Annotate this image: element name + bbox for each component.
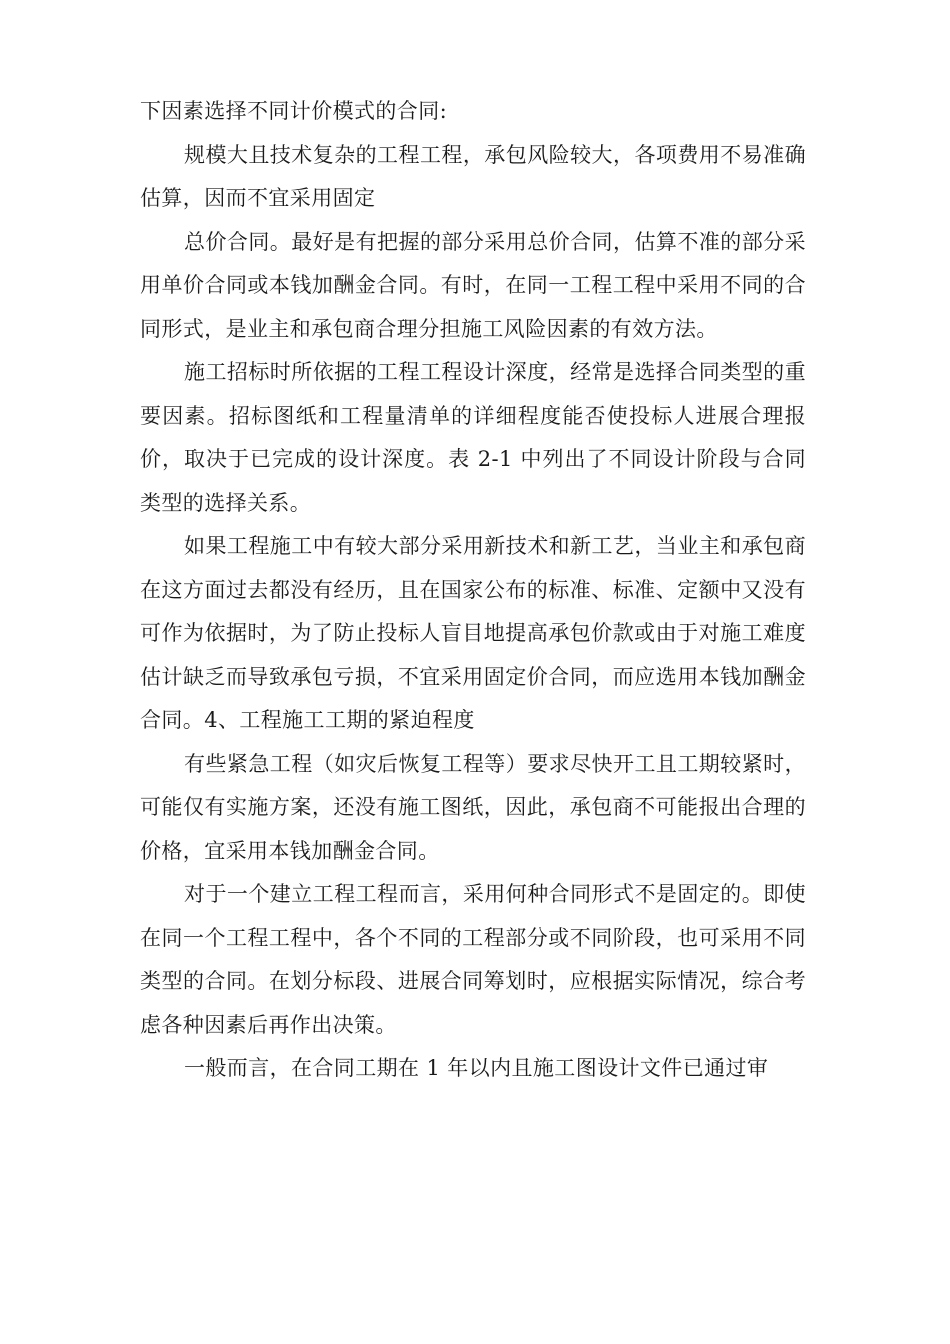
paragraph-1: 下因素选择不同计价模式的合同: <box>140 99 448 123</box>
paragraph-7: 对于一个建立工程工程而言，采用何种合同形式不是固定的。即使在同一个工程工程中，各个不同的工程部分或不同阶段，也可采用不同类型的合同。在划分标段、进展合同筹划时，应根据实际情况，综合考虑各种因素后再作出决策。 <box>140 882 806 1037</box>
paragraph-6: 有些紧急工程（如灾后恢复工程等）要求尽快开工且工期较紧时，可能仅有实施方案，还没有施工图纸，因此，承包商不可能报出合理的价格，宜采用本钱加酬金合同。 <box>140 751 806 863</box>
body-text <box>140 90 806 1091</box>
paragraph-2: 规模大且技术复杂的工程工程，承包风险较大，各项费用不易准确估算，因而不宜采用固定 <box>140 142 806 210</box>
paragraph-3: 总价合同。最好是有把握的部分采用总价合同，估算不准的部分采用单价合同或本钱加酬金合同。有时，在同一工程工程中采用不同的合同形式，是业主和承包商合理分担施工风险因素的有效方法。 <box>140 229 806 341</box>
paragraph-5: 如果工程施工中有较大部分采用新技术和新工艺，当业主和承包商在这方面过去都没有经历，且在国家公布的标准、标准、定额中又没有可作为依据时，为了防止投标人盲目地提高承包价款或由于对施工难度估计缺乏而导致承包亏损，不宜采用固定价合同，而应选用本钱加酬金合同。4、工程施工工期的紧迫程度 <box>140 534 806 732</box>
paragraph-8: 一般而言，在合同工期在 1 年以内且施工图设计文件已通过审 <box>184 1056 769 1080</box>
paragraph-4: 施工招标时所依据的工程工程设计深度，经常是选择合同类型的重要因素。招标图纸和工程量清单的详细程度能否使投标人进展合理报价，取决于已完成的设计深度。表 2-1 中列出了不同设计阶段与合同类型的选择关系。 <box>140 360 806 515</box>
